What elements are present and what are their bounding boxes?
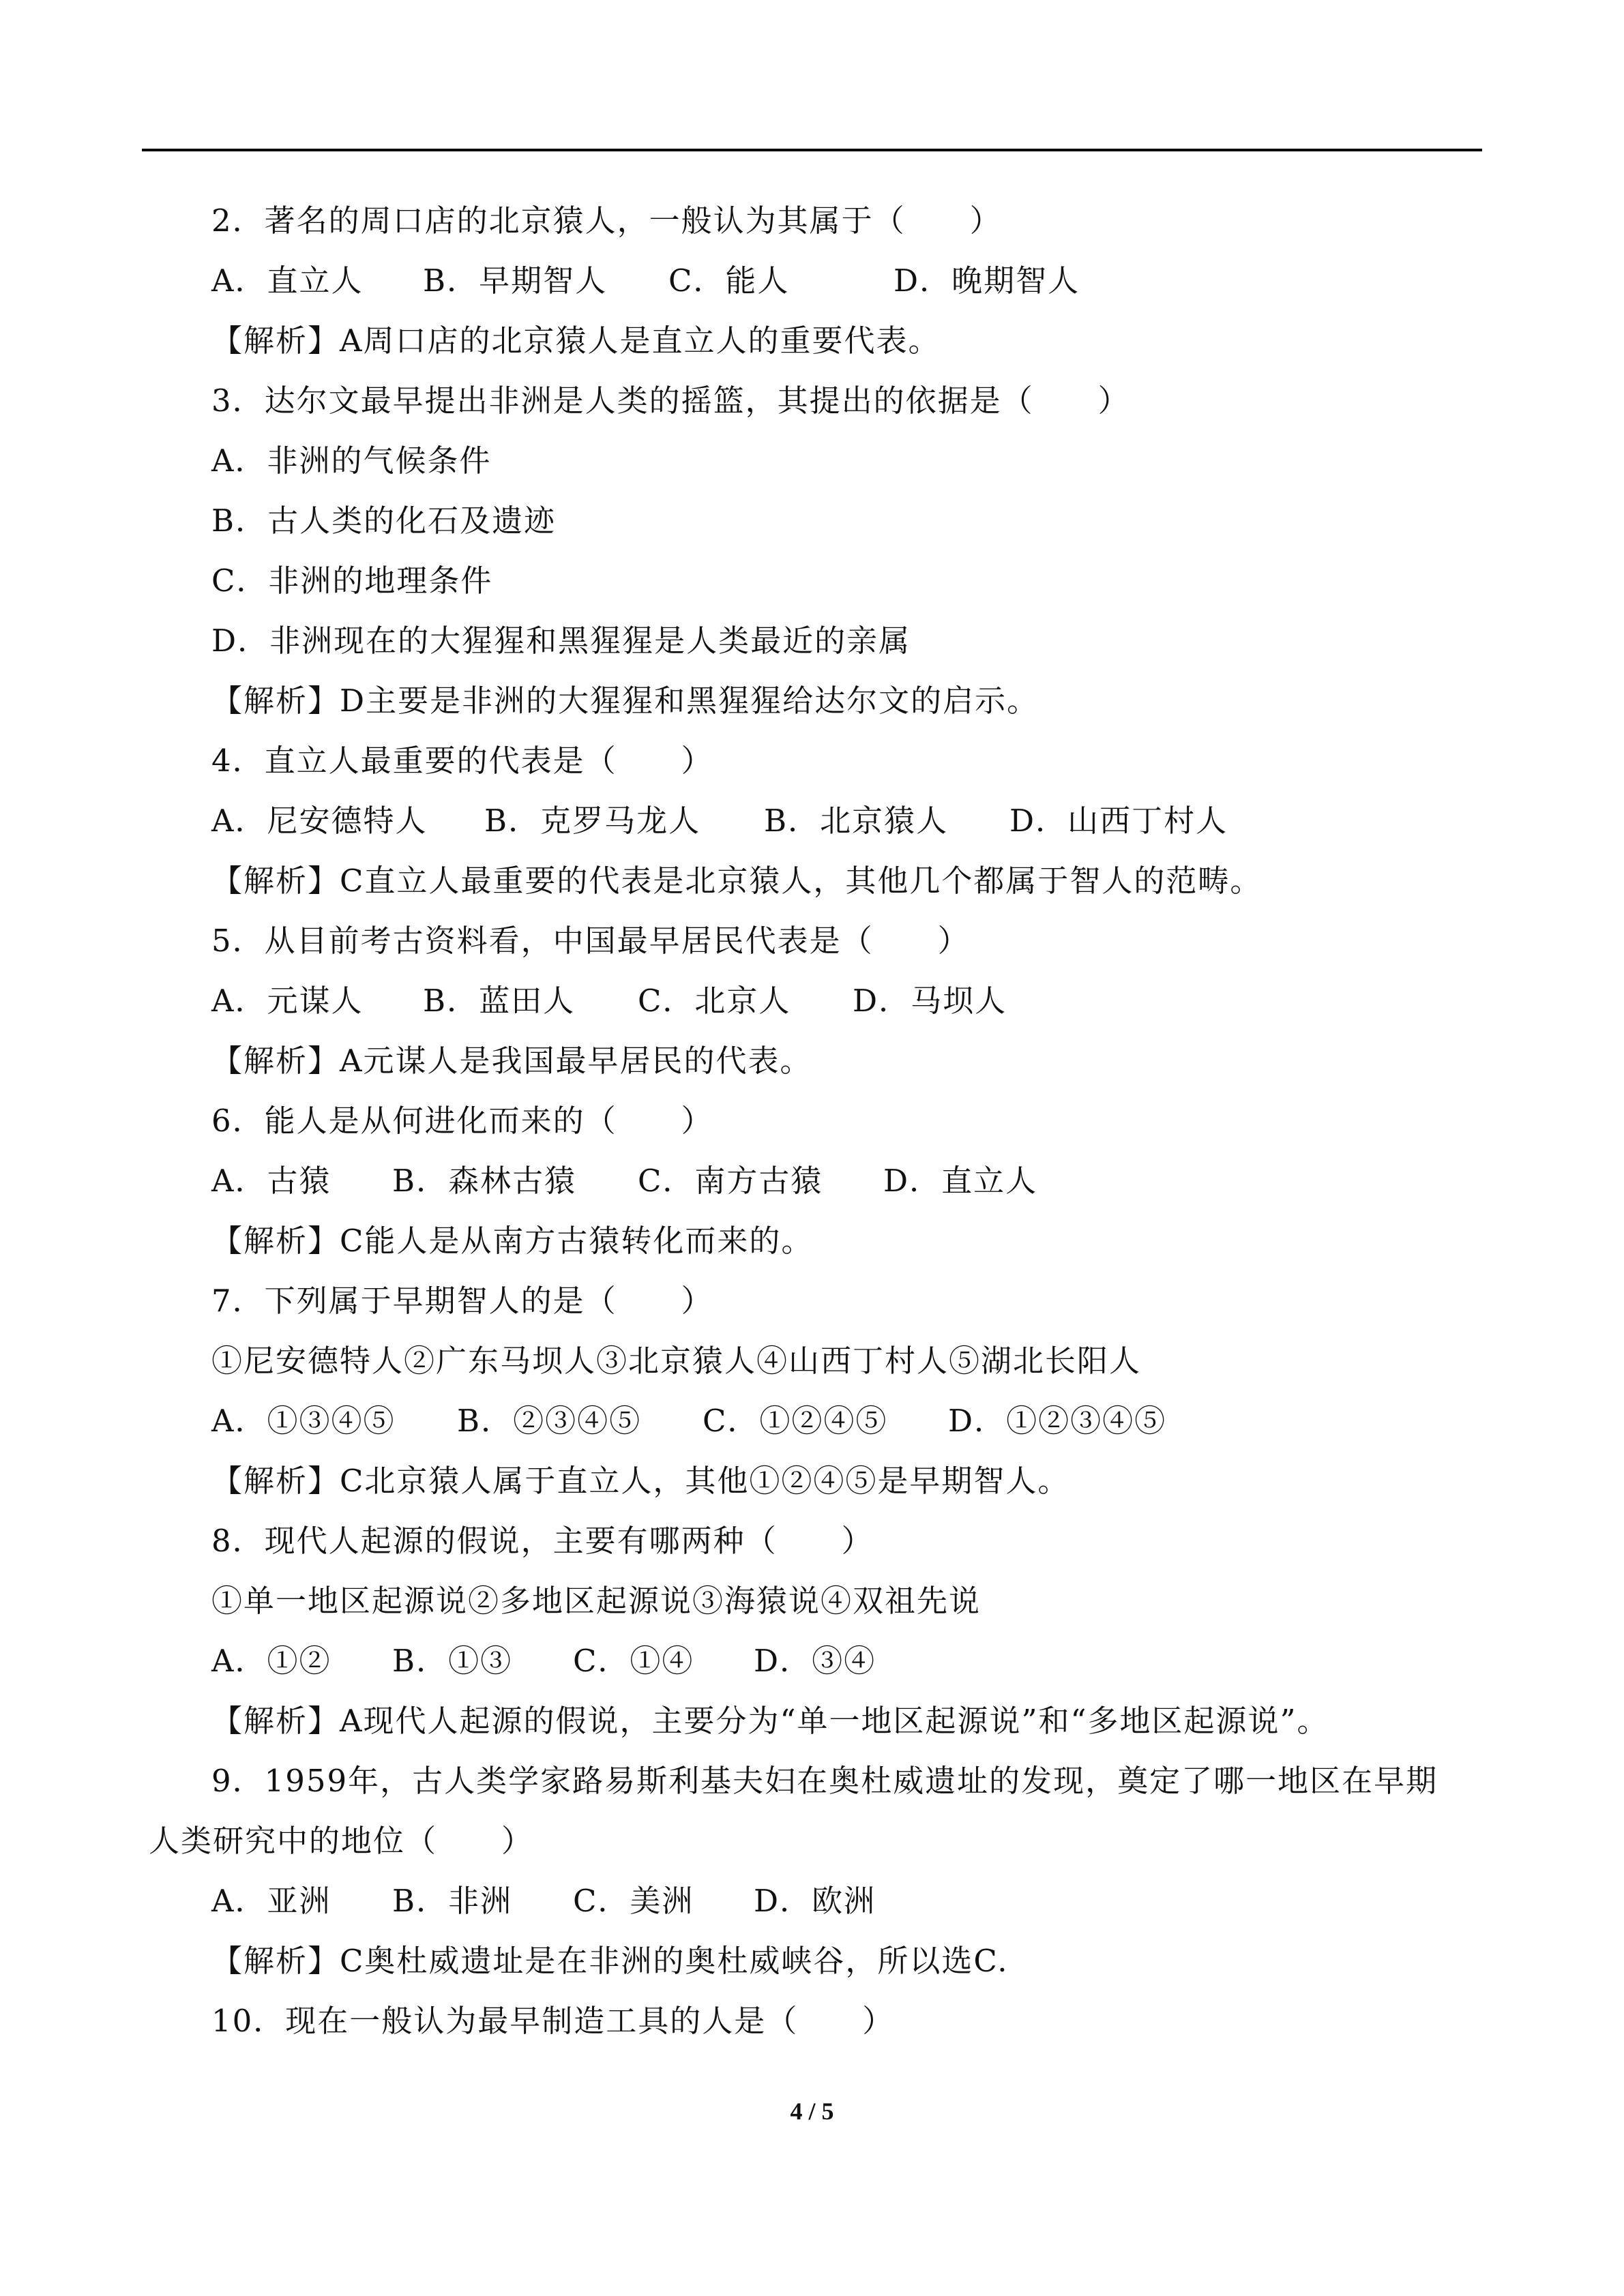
question-8-option-b: B．①③ xyxy=(392,1643,513,1679)
question-7-option-c: C．①②④⑤ xyxy=(703,1403,888,1439)
question-2-option-d: D．晚期智人 xyxy=(894,263,1080,299)
question-8-analysis: 【解析】A现代人起源的假说，主要分为“单一地区起源说”和“多地区起源说”。 xyxy=(211,1703,1329,1739)
question-9-option-c: C．美洲 xyxy=(573,1883,694,1919)
question-6-analysis: 【解析】C能人是从南方古猿转化而来的。 xyxy=(211,1223,814,1259)
question-7-items: ①尼安德特人②广东马坝人③北京猿人④山西丁村人⑤湖北长阳人 xyxy=(211,1343,1142,1379)
question-3-option-d: D．非洲现在的大猩猩和黑猩猩是人类最近的亲属 xyxy=(211,623,911,659)
question-7-analysis: 【解析】C北京猿人属于直立人，其他①②④⑤是早期智人。 xyxy=(211,1463,1070,1499)
question-3-option-b: B．古人类的化石及遗迹 xyxy=(211,503,557,539)
question-8-stem: 8．现代人起源的假说，主要有哪两种（ ） xyxy=(211,1523,874,1559)
question-2-option-a: A．直立人 xyxy=(211,263,364,299)
question-3-analysis: 【解析】D主要是非洲的大猩猩和黑猩猩给达尔文的启示。 xyxy=(211,683,1039,719)
question-2-analysis: 【解析】A周口店的北京猿人是直立人的重要代表。 xyxy=(211,323,941,359)
question-4-option-a: A．尼安德特人 xyxy=(211,803,428,839)
question-4-option-d: D．山西丁村人 xyxy=(1009,803,1228,839)
question-8-options xyxy=(211,1641,876,1682)
question-2-stem: 2．著名的周口店的北京猿人，一般认为其属于（ ） xyxy=(211,203,1002,239)
question-6-options xyxy=(211,1161,1037,1202)
header-rule xyxy=(142,149,1482,151)
question-6-option-a: A．古猿 xyxy=(211,1163,331,1199)
question-3-option-a: A．非洲的气候条件 xyxy=(211,443,492,479)
question-4-option-b: B．克罗马龙人 xyxy=(484,803,701,839)
question-2-options xyxy=(211,260,1080,301)
page-number: 4 / 5 xyxy=(790,2098,834,2125)
question-7-option-a: A．①③④⑤ xyxy=(211,1403,396,1439)
question-2-option-b: B．早期智人 xyxy=(423,263,608,299)
question-7-options xyxy=(211,1401,1166,1442)
question-7-option-d: D．①②③④⑤ xyxy=(948,1403,1167,1439)
question-5-option-d: D．马坝人 xyxy=(853,983,1007,1019)
question-9-option-b: B．非洲 xyxy=(392,1883,513,1919)
question-5-option-a: A．元谋人 xyxy=(211,983,364,1019)
question-5-stem: 5．从目前考古资料看，中国最早居民代表是（ ） xyxy=(211,923,970,959)
question-10-stem: 10．现在一般认为最早制造工具的人是（ ） xyxy=(211,2003,895,2039)
question-5-option-b: B．蓝田人 xyxy=(423,983,576,1019)
question-5-option-c: C．北京人 xyxy=(638,983,791,1019)
question-9-stem: 9．1959年，古人类学家路易斯利基夫妇在奥杜威遗址的发现，奠定了哪一地区在早期 xyxy=(211,1763,1438,1799)
question-9-stem-continued: 人类研究中的地位（ ） xyxy=(149,1823,534,1859)
question-8-option-a: A．①② xyxy=(211,1643,331,1679)
question-4-option-c: B．北京猿人 xyxy=(764,803,949,839)
question-4-stem: 4．直立人最重要的代表是（ ） xyxy=(211,743,713,779)
question-7-option-b: B．②③④⑤ xyxy=(457,1403,642,1439)
question-3-stem: 3．达尔文最早提出非洲是人类的摇篮，其提出的依据是（ ） xyxy=(211,383,1130,419)
question-9-options xyxy=(211,1881,876,1922)
question-4-analysis: 【解析】C直立人最重要的代表是北京猿人，其他几个都属于智人的范畴。 xyxy=(211,863,1263,899)
question-6-option-b: B．森林古猿 xyxy=(392,1163,577,1199)
question-8-option-c: C．①④ xyxy=(573,1643,694,1679)
question-6-stem: 6．能人是从何进化而来的（ ） xyxy=(211,1103,713,1139)
question-9-option-d: D．欧洲 xyxy=(754,1883,876,1919)
question-6-option-d: D．直立人 xyxy=(883,1163,1038,1199)
question-4-options xyxy=(211,801,1228,841)
question-7-stem: 7．下列属于早期智人的是（ ） xyxy=(211,1283,713,1319)
question-5-options xyxy=(211,981,1007,1022)
question-6-option-c: C．南方古猿 xyxy=(638,1163,823,1199)
question-8-items: ①单一地区起源说②多地区起源说③海猿说④双祖先说 xyxy=(211,1583,981,1619)
question-2-option-c: C．能人 xyxy=(668,263,790,299)
question-5-analysis: 【解析】A元谋人是我国最早居民的代表。 xyxy=(211,1043,812,1079)
question-3-option-c: C．非洲的地理条件 xyxy=(211,563,493,599)
question-9-option-a: A．亚洲 xyxy=(211,1883,331,1919)
question-8-option-d: D．③④ xyxy=(754,1643,876,1679)
question-9-analysis: 【解析】C奥杜威遗址是在非洲的奥杜威峡谷，所以选C. xyxy=(211,1943,1009,1979)
